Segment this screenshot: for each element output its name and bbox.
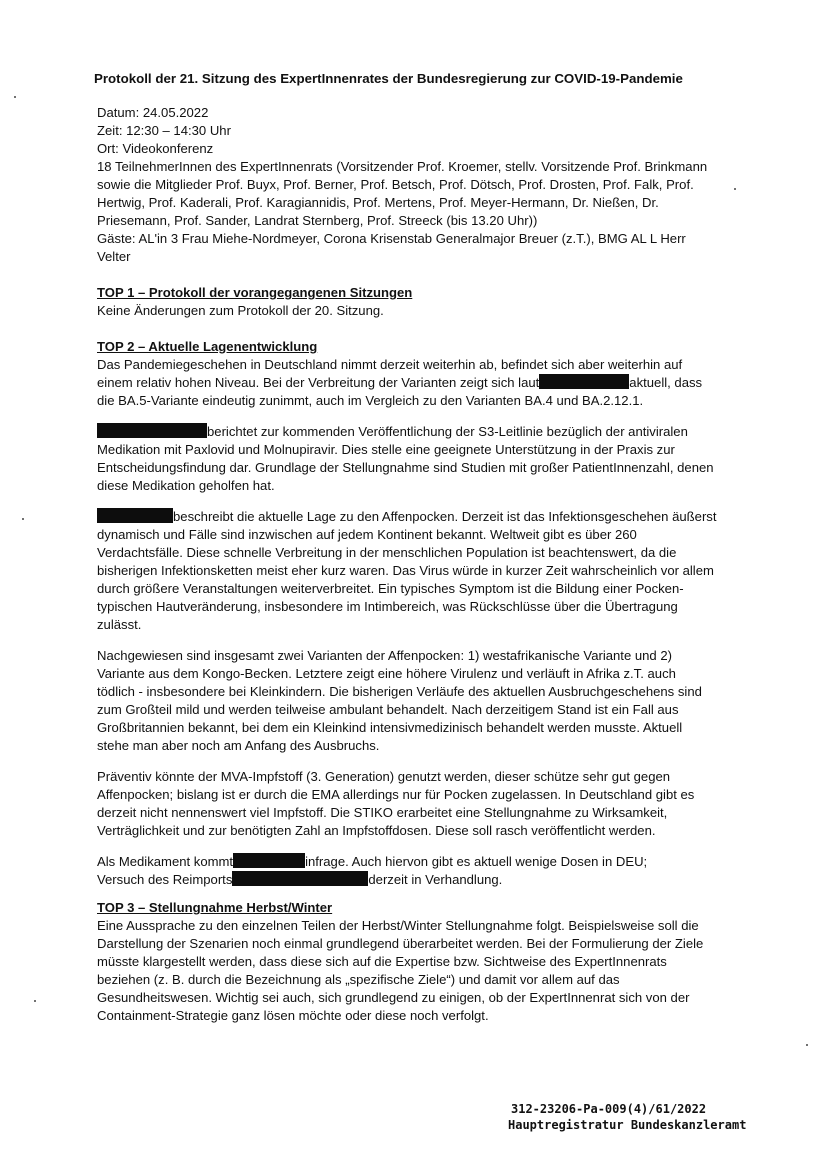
guests-paragraph: Gäste: AL'in 3 Frau Miehe-Nordmeyer, Corona Krisenstab Generalmajor Breuer (z.T.), BMG AL L Herr Velter [97,231,686,264]
top3-heading: TOP 3 – Stellungnahme Herbst/Winter [97,900,333,915]
scan-speck [806,1044,808,1046]
top2-section [97,338,717,889]
redaction-box [97,508,173,523]
participants-paragraph: 18 TeilnehmerInnen des ExpertInnenrats (Vorsitzender Prof. Kroemer, stellv. Vorsitzende Prof. Brinkmann sowie die Mitglieder Prof. Buyx, Prof. Berner, Prof. Betsch, Prof. Dötsch, Prof. Drosten, Prof. Falk, Prof. Hertwig, Prof. Kaderali, Prof. Karagiannidis, Prof. Mertens, Prof. Meyer-Hermann, Dr. Nießen, Dr. Priesemann, Prof. Sander, Landrat Sternberg, Prof. Streeck (bis 13.20 Uhr)) [97,159,708,228]
top3-text: Eine Aussprache zu den einzelnen Teilen der Herbst/Winter Stellungnahme folgt. Beispielsweise soll die Darstellung der Szenarien noch einmal grundlegend überarbeitet werden. Bei der Formulierung der Ziele müsste klargestellt werden, dass diese sich auf die Expertise bzw. Sichtweise des ExpertInnenrats beziehen (z. B. durch die Bezeichnung als „spezifische Ziele“) und damit vor allem auf das Gesundheitswesen. Wichtig sei auch, sich grundlegend zu einigen, ob der ExpertInnenrat sich von der Containment-Strategie ganz lösen möchte oder diese noch verfolgt. [97,918,704,1023]
top1-heading: TOP 1 – Protokoll der vorangegangenen Sitzungen [97,285,413,300]
top2-p6-text-a: Als Medikament kommt [97,854,234,869]
top2-paragraph-2 [97,423,717,495]
top2-heading: TOP 2 – Aktuelle Lagenentwicklung [97,339,318,354]
document-title: Protokoll der 21. Sitzung des ExpertInnenrates der Bundesregierung zur COVID-19-Pandemie [94,71,683,86]
top2-paragraph-4: Nachgewiesen sind insgesamt zwei Varianten der Affenpocken: 1) westafrikanische Variante und 2) Variante aus dem Kongo-Becken. Letztere zeigt eine höhere Virulenz und verläuft in Afrika z.T. auch tödlich - insbesondere bei Kleinkindern. Die bisherigen Verläufe des aktuellen Ausbruchgeschehens sind zum Großteil mild und werden teilweise ambulant behandelt. Nach derzeitigem Stand ist ein Fall aus Großbritannien bekannt, bei dem ein Kleinkind intensivmedizinisch behandelt werden musste. Aktuell stehe man aber noch am Anfang des Ausbruchs. [97,648,702,753]
top1-section [97,284,717,320]
meeting-time: Zeit: 12:30 – 14:30 Uhr [97,123,231,138]
top2-p6-text-d: derzeit in Verhandlung. [368,872,503,887]
meeting-meta [97,104,717,158]
top2-p6-text-b: infrage. Auch hiervon gibt es aktuell wenige Dosen in DEU; [305,854,648,869]
registry-number: 312-23206-Pa-009(4)/61/2022 [511,1102,707,1116]
redaction-box [539,374,629,389]
protocol-page [94,70,717,1025]
top2-paragraph-1 [97,356,717,410]
top2-p3-text: beschreibt die aktuelle Lage zu den Affenpocken. Derzeit ist das Infektionsgeschehen äußerst dynamisch und Fälle sind inzwischen auf jedem Kontinent bekannt. Weltweit gibt es über 260 Verdachtsfälle. Diese schnelle Verbreitung in der menschlichen Population ist beachtenswert, da die bisherigen Infektionsketten meist eher kurz waren. Das Virus würde in kurzer Zeit wahrscheinlich vor allem durch größere Veranstaltungen weiterverbreitet. Ein typisches Symptom ist die Bildung einer Pocken-typischen Hautveränderung, insbesondere im Intimbereich, was Rückschlüsse über die Übertragung zulässt. [97,509,717,632]
meeting-place: Ort: Videokonferenz [97,141,214,156]
redaction-box [233,853,305,868]
top2-p1-text-a: Das Pandemiegeschehen in Deutschland nimmt derzeit weiterhin ab, befindet sich aber weiterhin auf einem relativ hohen Niveau. Bei der Verbreitung der Varianten zeigt sich laut [97,357,683,390]
top2-paragraph-3 [97,508,717,634]
scan-speck [14,96,16,98]
top2-p1-text-b: aktuell, dass die BA.5-Variante eindeutig zunimmt, auch im Vergleich zu den Varianten BA.4 und BA.2.12.1. [97,375,703,408]
top2-p2-text: berichtet zur kommenden Veröffentlichung der S3-Leitlinie bezüglich der antiviralen Medikation mit Paxlovid und Molnupiravir. Dies stelle eine geeignete Unterstützung in der Praxis zur Entscheidungsfindung dar. Grundlage der Stellungnahme sind Studien mit großer PatientInnenzahl, denen diese Medikation geholfen hat. [97,424,714,493]
registry-office: Hauptregistratur Bundeskanzleramt [508,1118,747,1132]
redaction-box [232,871,368,886]
meeting-date: Datum: 24.05.2022 [97,105,209,120]
top1-text: Keine Änderungen zum Protokoll der 20. Sitzung. [97,303,384,318]
scan-speck [34,1000,36,1002]
top2-paragraph-5: Präventiv könnte der MVA-Impfstoff (3. Generation) genutzt werden, dieser schütze sehr gut gegen Affenpocken; bislang ist er durch die EMA allerdings nur für Pocken zugelassen. In Deutschland gibt es derzeit nicht nennenswert viel Impfstoff. Die STIKO erarbeitet eine Stellungnahme zu Wirksamkeit, Verträglichkeit und zur benötigten Zahl an Impfstoffdosen. Diese soll rasch veröffentlicht werden. [97,769,695,838]
registry-stamp [508,1101,746,1133]
scan-speck [22,518,24,520]
top3-section [97,899,717,1025]
scan-speck [734,188,736,190]
redaction-box [97,423,207,438]
top2-p6-text-c: Versuch des Reimports [97,872,233,887]
top2-paragraph-6 [97,853,717,889]
